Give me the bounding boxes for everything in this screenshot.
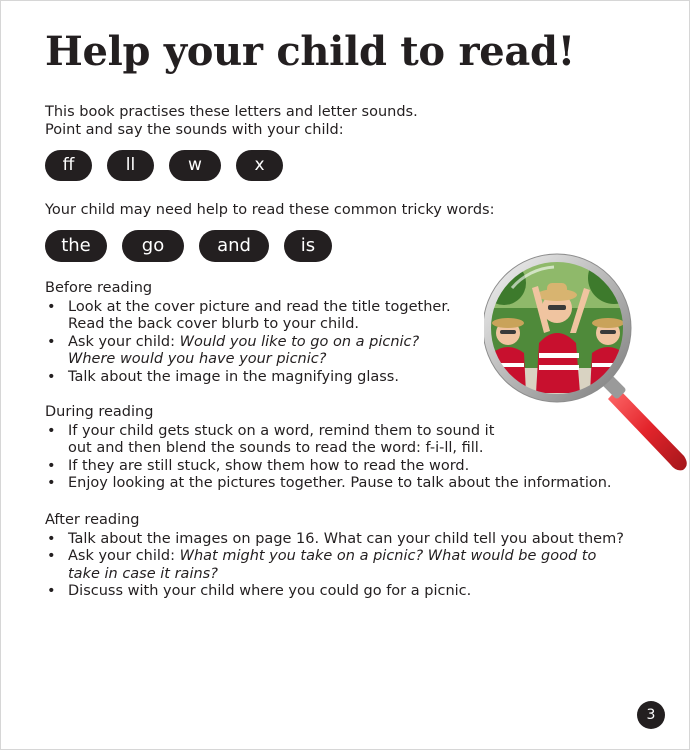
list-line — [68, 334, 451, 352]
before-reading-section — [45, 280, 451, 386]
letter-pill: w — [169, 150, 221, 181]
page-number: 3 — [637, 701, 665, 729]
intro-text — [45, 103, 418, 139]
list-line: • If they are still stuck, show them how to read the word. — [68, 457, 470, 474]
section-heading: Before reading — [45, 280, 153, 296]
prompt-label: Ask your child: — [68, 548, 180, 564]
list-line: • Talk about the images on page 16. What can your child tell you about them? — [68, 530, 624, 547]
letter-pill: x — [236, 150, 283, 181]
magnifying-glass-icon — [484, 253, 690, 471]
prompt-label: Ask your child: — [68, 333, 180, 350]
list-item — [45, 583, 624, 601]
list-line: Read the back cover blurb to your child. — [68, 316, 360, 332]
list-item — [45, 475, 612, 493]
tricky-word-pill: and — [199, 230, 269, 262]
letter-pill: ff — [45, 150, 92, 181]
list-item — [45, 548, 624, 583]
intro-line-2: Point and say the sounds with your child: — [45, 122, 344, 138]
question-text: Would you like to go on a picnic? — [179, 333, 420, 350]
tricky-word-pill: the — [45, 230, 107, 262]
list-line: • Discuss with your child where you could go for a picnic. — [68, 583, 472, 599]
tricky-word-pill: go — [122, 230, 184, 262]
list-line — [68, 548, 624, 566]
list-line: • Look at the cover picture and read the title together. — [68, 298, 451, 315]
question-text: Where would you have your picnic? — [68, 351, 327, 367]
list-line: • Enjoy looking at the pictures together. Pause to talk about the information. — [68, 475, 612, 491]
list-item — [45, 299, 451, 334]
list-line: • If your child gets stuck on a word, remind them to sound it — [68, 422, 495, 439]
list-item — [45, 531, 624, 549]
list-item — [45, 334, 451, 369]
after-reading-section — [45, 512, 624, 601]
tricky-word-pill: is — [284, 230, 332, 262]
section-heading: During reading — [45, 404, 154, 420]
question-text: What might you take on a picnic? What would be good to — [179, 548, 597, 564]
tricky-words — [45, 230, 332, 262]
section-heading: After reading — [45, 512, 140, 528]
letter-pill: ll — [107, 150, 154, 181]
intro-line-1: This book practises these letters and letter sounds. — [45, 104, 418, 120]
list-line: • Talk about the image in the magnifying glass. — [68, 368, 399, 385]
list-item — [45, 369, 451, 387]
question-text: take in case it rains? — [68, 565, 218, 582]
page-title: Help your child to read! — [45, 28, 575, 75]
magnifier-handle — [608, 388, 687, 470]
list-line: out and then blend the sounds to read the word: f-i-ll, fill. — [68, 440, 484, 456]
letter-sounds — [45, 150, 283, 181]
tricky-words-intro: Your child may need help to read these common tricky words: — [45, 202, 495, 218]
